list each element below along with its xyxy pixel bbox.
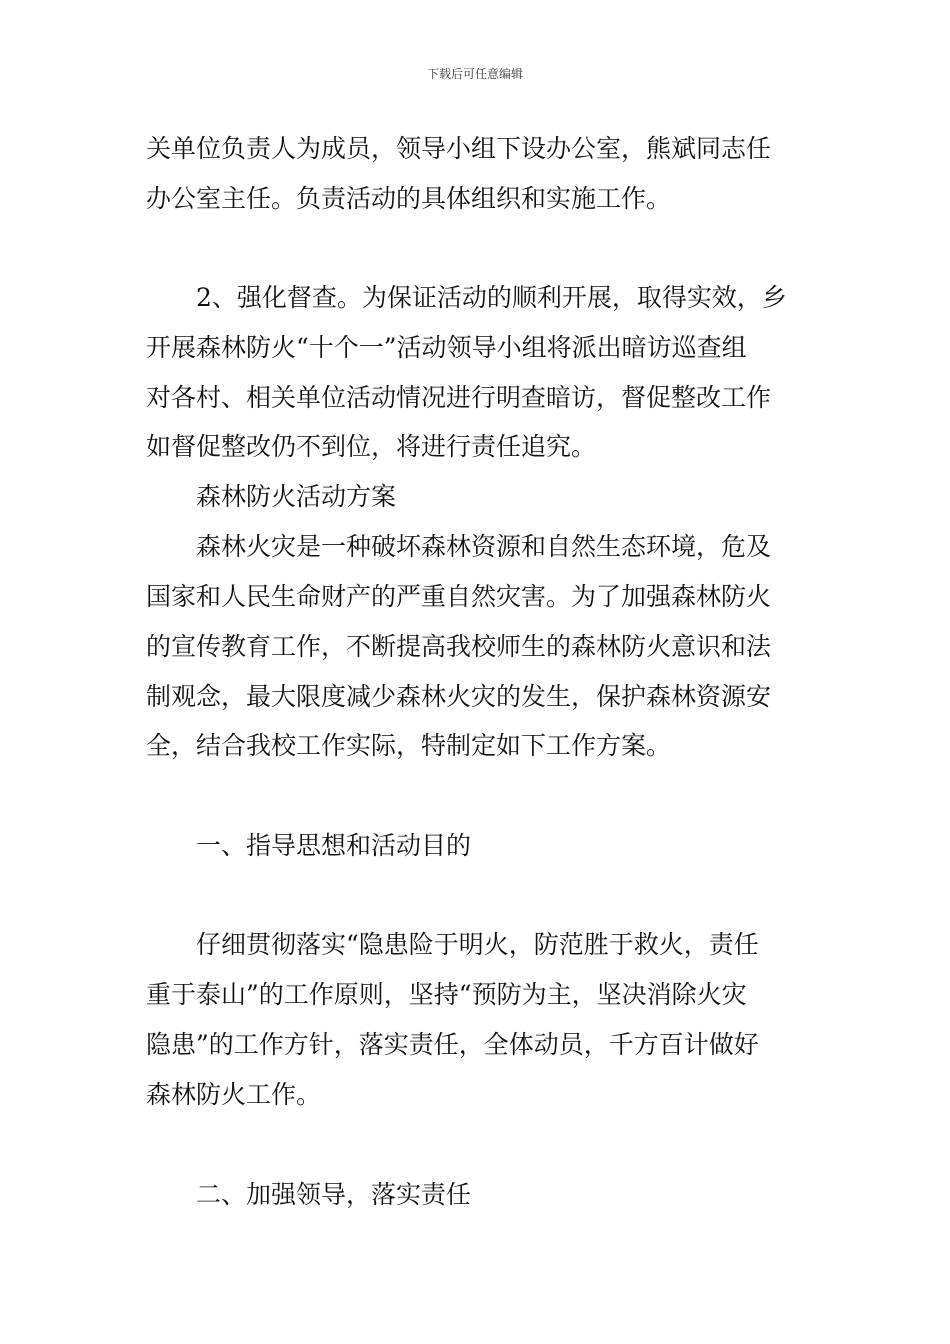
section-heading: 二、加强领导，落实责任 — [196, 1180, 472, 1209]
body-text-line: 开展森林防火“十个一”活动领导小组将派出暗访巡查组 — [146, 333, 747, 362]
body-text-line: 森林防火工作。 — [146, 1080, 322, 1109]
body-text-line: 重于泰山”的工作原则，坚持“预防为主，坚决消除火灾 — [146, 980, 747, 1009]
section-paragraph-start: 森林火灾是一种破坏森林资源和自然生态环境，危及 — [196, 532, 772, 561]
body-text-line: 对各村、相关单位活动情况进行明查暗访，督促整改工作 — [146, 383, 772, 412]
section-paragraph-start: 2、强化督查。为保证活动的顺利开展，取得实效，乡 — [196, 283, 787, 312]
body-text-line: 的宣传教育工作，不断提高我校师生的森林防火意识和法 — [146, 632, 772, 661]
section-paragraph-start: 仔细贯彻落实“隐患险于明火，防范胜于救火，责任 — [196, 930, 759, 959]
body-text-line: 办公室主任。负责活动的具体组织和实施工作。 — [146, 184, 672, 213]
body-text-line: 如督促整改仍不到位，将进行责任追究。 — [146, 432, 597, 461]
section-heading: 一、指导思想和活动目的 — [196, 831, 472, 860]
body-text-line: 国家和人民生命财产的严重自然灾害。为了加强森林防火 — [146, 582, 772, 611]
page-header: 下载后可任意编辑 — [426, 67, 523, 81]
body-text-line: 全，结合我校工作实际，特制定如下工作方案。 — [146, 731, 672, 760]
body-text-line: 隐患”的工作方针，落实责任，全体动员，千方百计做好 — [146, 1030, 759, 1059]
document-title: 森林防火活动方案 — [196, 482, 397, 511]
body-text-line: 制观念，最大限度减少森林火灾的发生，保护森林资源安 — [146, 682, 772, 711]
body-text-line: 关单位负责人为成员，领导小组下设办公室，熊斌同志任 — [146, 134, 772, 163]
